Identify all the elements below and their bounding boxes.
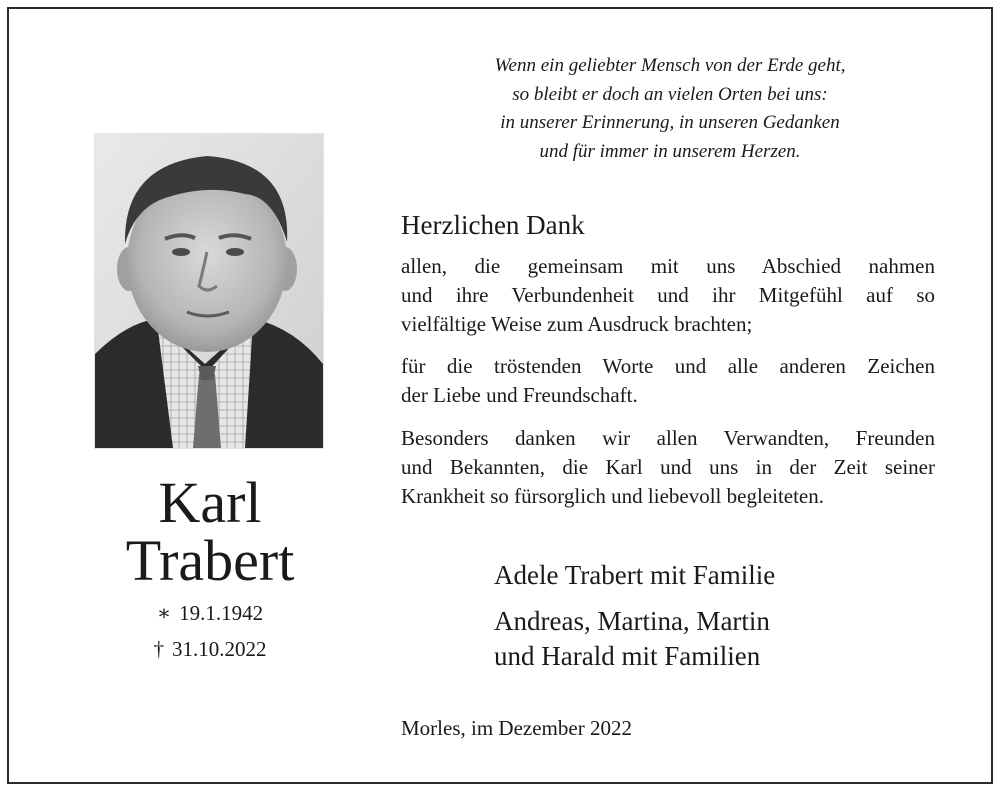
- thanks-line: Krankheit so fürsorglich und liebevoll begleiteten.: [401, 484, 825, 508]
- place-date: Morles, im Dezember 2022: [401, 716, 632, 740]
- thanks-paragraph-2: [401, 352, 935, 410]
- birth-date: 19.1.1942: [179, 601, 264, 625]
- thanks-line: und ihre Verbundenheit und ihr Mitgefühl auf so: [401, 283, 935, 307]
- thanks-line: der Liebe und Freundschaft.: [401, 383, 638, 407]
- signature-line-2: Andreas, Martina, Martin: [494, 606, 770, 636]
- thanks-line: Besonders danken wir allen Verwandten, Freunden: [401, 426, 935, 450]
- thanks-paragraph-3: [401, 424, 935, 511]
- thanks-line: allen, die gemeinsam mit uns Abschied nahmen: [401, 254, 935, 278]
- poem-line: Wenn ein geliebter Mensch von der Erde geht,: [494, 55, 846, 76]
- poem-line: und für immer in unserem Herzen.: [539, 140, 801, 162]
- deceased-first-name: Karl: [158, 470, 262, 535]
- signature-line-3: und Harald mit Familien: [494, 641, 761, 671]
- death-cross-icon: †: [153, 637, 164, 661]
- death-date-line: [60, 637, 360, 662]
- birth-date-line: [60, 601, 360, 626]
- thanks-line: und Bekannten, die Karl und uns in der Zeit seiner: [401, 455, 935, 479]
- portrait-photo-graphic: [95, 134, 323, 448]
- poem-line: so bleibt er doch an vielen Orten bei uns:: [512, 83, 828, 105]
- signature-line-1: Adele Trabert mit Familie: [494, 560, 776, 590]
- death-date: 31.10.2022: [172, 637, 267, 661]
- portrait-photo: [95, 134, 323, 448]
- thanks-line: vielfältige Weise zum Ausdruck brachten;: [401, 312, 753, 336]
- thanks-heading: Herzlichen Dank: [401, 210, 585, 240]
- birth-star-icon: ∗: [156, 601, 172, 625]
- poem-line: in unserer Erinnerung, in unseren Gedanken: [500, 112, 840, 133]
- deceased-last-name: Trabert: [125, 528, 295, 593]
- thanks-paragraph-1: [401, 252, 935, 339]
- poem: [400, 52, 940, 166]
- thanks-line: für die tröstenden Worte und alle anderen Zeichen: [401, 354, 935, 378]
